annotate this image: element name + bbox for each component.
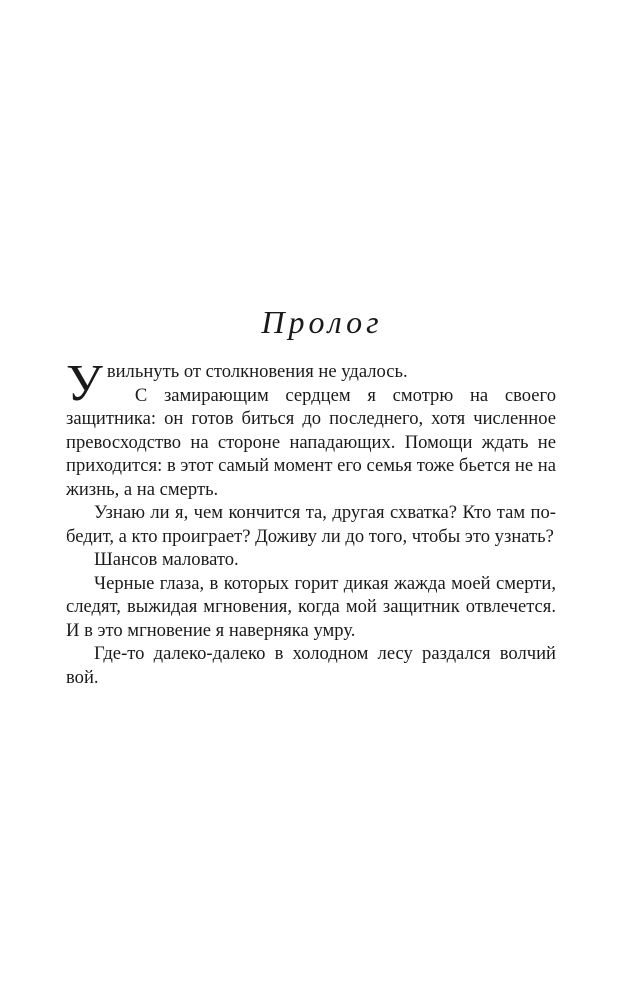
drop-cap: У bbox=[66, 355, 103, 412]
paragraph-2: С замирающим сердцем я смотрю на своего защитника: он готов биться до последнего, хотя численное превосходство на стороне нападающих. Помощи ждать не приходится: в этот самый момент его семья тоже бьется не на жизнь, а на смерть. bbox=[66, 384, 556, 500]
paragraph-1-text: вильнуть от столкновения не удалось. bbox=[106, 361, 408, 382]
paragraph-1 bbox=[66, 355, 556, 412]
paragraph-5: Черные глаза, в которых горит дикая жажда моей смерти, следят, выжидая мгновения, когда мой защитник отвлечется. И в это мгновение я наверняка умру. bbox=[66, 572, 556, 641]
paragraph-4: Шансов маловато. bbox=[94, 549, 239, 570]
paragraph-3: Узнаю ли я, чем кончится та, другая схватка? Кто там победит, а кто проиграет? Доживу ли до того, чтобы это узнать? bbox=[66, 502, 556, 547]
chapter-body bbox=[66, 355, 556, 689]
paragraph-6: Где-то далеко-далеко в холодном лесу раздался волчий вой. bbox=[66, 643, 556, 688]
chapter-title: Пролог bbox=[261, 304, 383, 340]
